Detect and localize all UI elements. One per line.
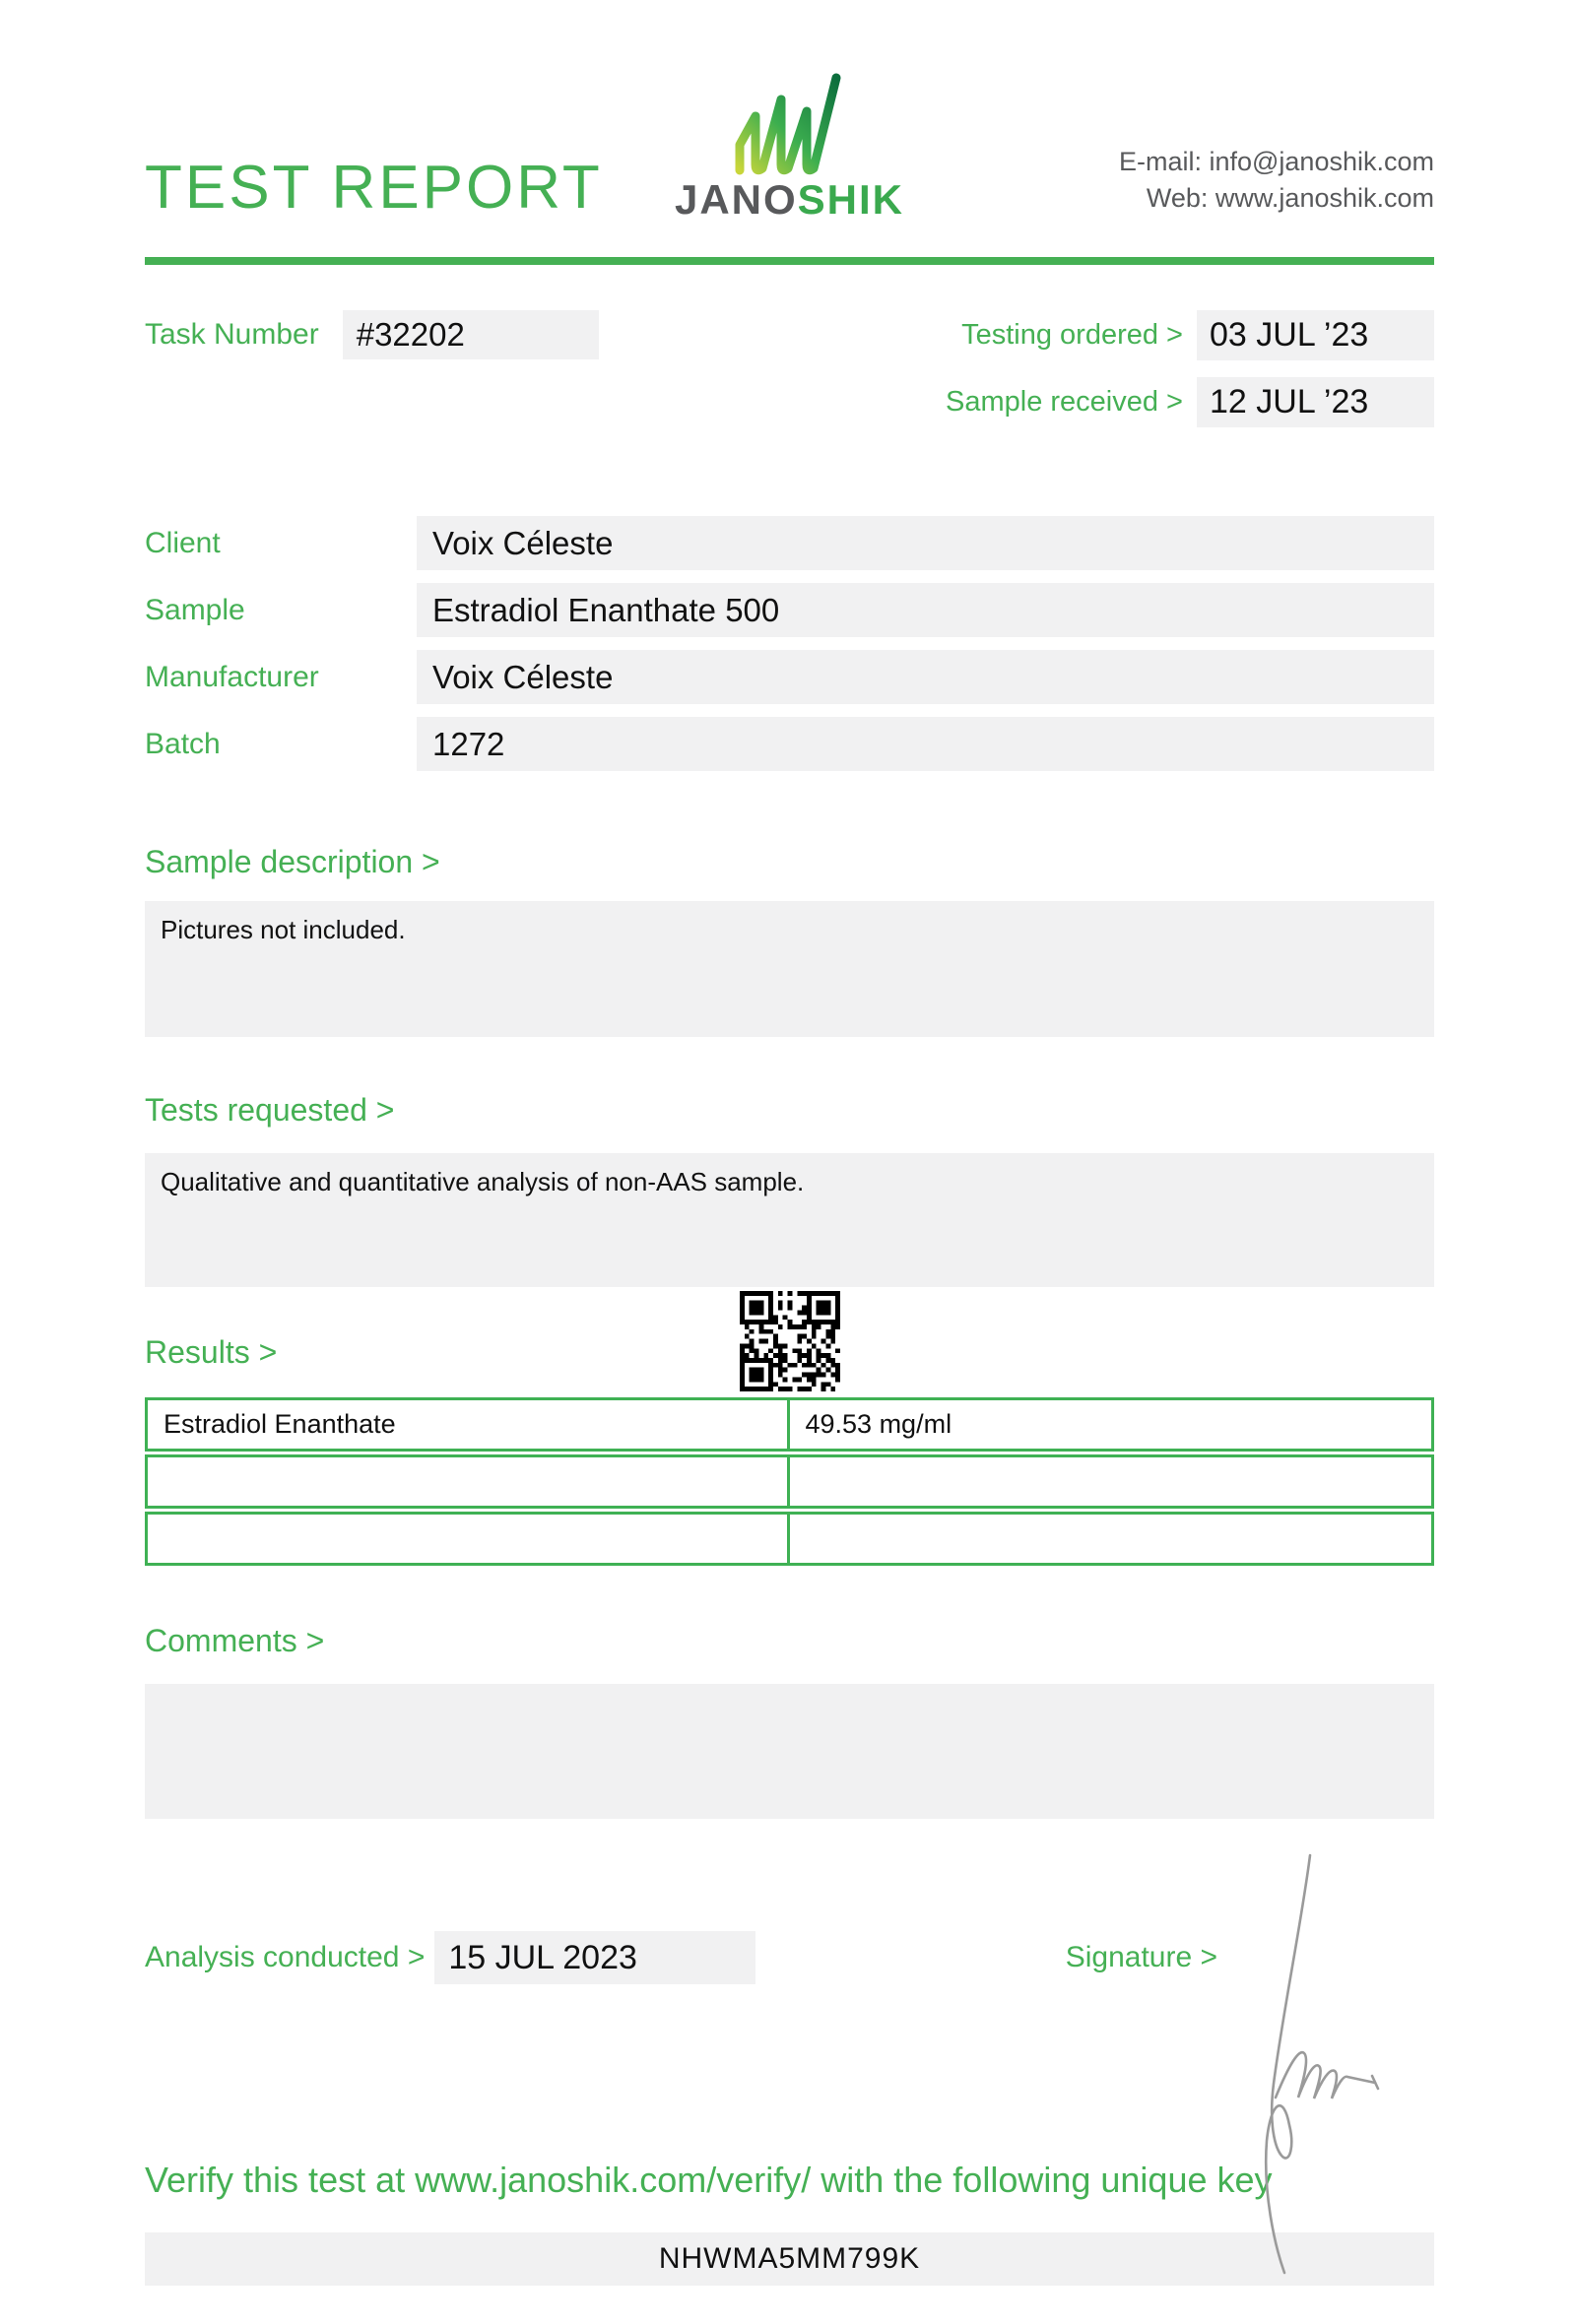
sample-description-heading: Sample description > bbox=[145, 844, 440, 879]
tests-requested-heading: Tests requested > bbox=[145, 1092, 395, 1128]
logo-text-shik: SHIK bbox=[797, 176, 905, 223]
task-number-value: #32202 bbox=[343, 310, 599, 359]
result-substance: Estradiol Enanthate bbox=[148, 1400, 790, 1449]
sample-received-row bbox=[946, 377, 1434, 427]
analysis-row bbox=[145, 1931, 1434, 1984]
results-table bbox=[145, 1397, 1434, 1566]
manufacturer-value: Voix Céleste bbox=[417, 650, 1434, 704]
analysis-conducted-label: Analysis conducted > bbox=[145, 1941, 426, 1973]
tests-requested-text: Qualitative and quantitative analysis of non-AAS sample. bbox=[161, 1167, 805, 1196]
sample-info-section bbox=[145, 516, 1434, 771]
contact-web: Web: www.janoshik.com bbox=[1146, 183, 1434, 213]
manufacturer-row bbox=[145, 650, 1434, 704]
logo-wordmark bbox=[674, 176, 905, 223]
testing-ordered-row bbox=[946, 310, 1434, 360]
result-concentration bbox=[790, 1457, 1432, 1506]
client-row bbox=[145, 516, 1434, 570]
signature-scribble-icon bbox=[1243, 1849, 1401, 2279]
client-value: Voix Céleste bbox=[417, 516, 1434, 570]
contact-email: E-mail: info@janoshik.com bbox=[1118, 147, 1434, 176]
logo-text-jano: JANO bbox=[674, 176, 798, 223]
task-number-row bbox=[145, 310, 599, 359]
testing-ordered-label: Testing ordered > bbox=[961, 319, 1183, 351]
results-heading: Results > bbox=[145, 1334, 278, 1370]
task-section bbox=[145, 310, 1434, 427]
batch-label: Batch bbox=[145, 727, 221, 760]
result-concentration: 49.53 mg/ml bbox=[805, 1409, 952, 1439]
table-row bbox=[145, 1397, 1434, 1452]
result-concentration bbox=[790, 1515, 1432, 1563]
manufacturer-label: Manufacturer bbox=[145, 660, 319, 693]
contact-block bbox=[923, 144, 1435, 217]
batch-value: 1272 bbox=[417, 717, 1434, 771]
report-title-wrap bbox=[145, 154, 657, 222]
result-substance bbox=[148, 1515, 790, 1563]
task-number-label: Task Number bbox=[145, 318, 319, 351]
janoshik-logo bbox=[657, 70, 923, 221]
header-divider bbox=[145, 257, 1434, 265]
report-header bbox=[145, 65, 1434, 221]
unique-key-box bbox=[145, 2232, 1434, 2286]
batch-row bbox=[145, 717, 1434, 771]
comments-box bbox=[145, 1684, 1434, 1819]
verify-instruction: Verify this test at www.janoshik.com/verify/ with the following unique key bbox=[145, 2160, 1273, 2200]
qr-code bbox=[740, 1291, 840, 1391]
sample-row bbox=[145, 583, 1434, 637]
sample-value: Estradiol Enanthate 500 bbox=[417, 583, 1434, 637]
results-header bbox=[145, 1287, 1434, 1397]
client-label: Client bbox=[145, 526, 221, 559]
testing-ordered-value: 03 JUL ’23 bbox=[1197, 310, 1434, 360]
sample-description-box bbox=[145, 901, 1434, 1037]
result-substance bbox=[148, 1457, 790, 1506]
growth-chart-icon bbox=[730, 70, 850, 185]
table-row bbox=[145, 1454, 1434, 1509]
tests-requested-box bbox=[145, 1153, 1434, 1287]
sample-received-label: Sample received > bbox=[946, 386, 1183, 418]
signature-label: Signature > bbox=[1065, 1941, 1217, 1973]
analysis-date: 15 JUL 2023 bbox=[434, 1931, 755, 1984]
comments-heading: Comments > bbox=[145, 1623, 325, 1658]
dates-block bbox=[946, 310, 1434, 427]
sample-description-text: Pictures not included. bbox=[161, 915, 406, 944]
sample-label: Sample bbox=[145, 593, 245, 626]
page-title: TEST REPORT bbox=[145, 154, 603, 222]
table-row bbox=[145, 1512, 1434, 1566]
unique-key-value: NHWMA5MM799K bbox=[658, 2242, 921, 2275]
sample-received-value: 12 JUL ’23 bbox=[1197, 377, 1434, 427]
